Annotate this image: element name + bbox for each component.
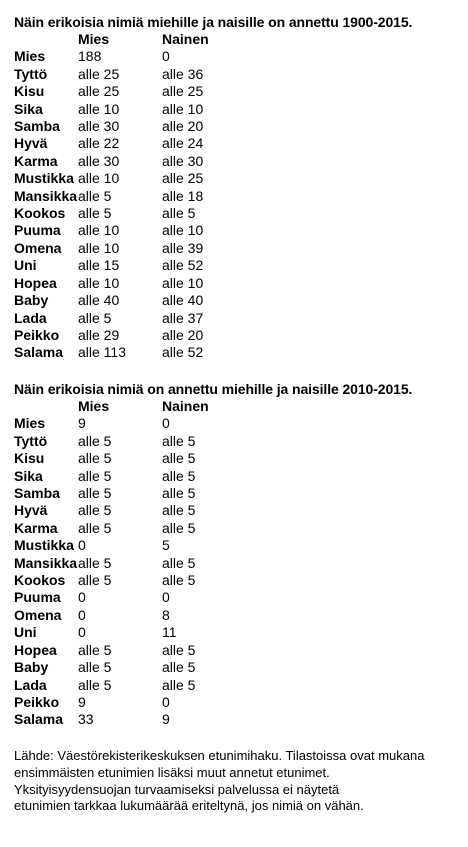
name-cell: Uni	[14, 624, 37, 641]
source-note	[14, 748, 454, 815]
mies-cell: alle 5	[78, 205, 112, 222]
name-cell: Mies	[14, 48, 46, 65]
nainen-cell: alle 5	[162, 676, 196, 693]
header-mies: Mies	[78, 31, 110, 47]
nainen-cell: alle 20	[162, 118, 204, 135]
mies-cell: alle 10	[78, 100, 120, 117]
header-nainen: Nainen	[162, 31, 209, 47]
table-row	[14, 555, 282, 572]
nainen-cell: alle 5	[162, 432, 196, 449]
header-nainen: Nainen	[162, 398, 209, 414]
table-row	[14, 344, 282, 361]
table-row	[14, 607, 282, 624]
table-row	[14, 66, 282, 83]
nainen-cell: alle 5	[162, 205, 196, 222]
name-cell: Hyvä	[14, 135, 48, 152]
name-cell: Peikko	[14, 326, 60, 343]
header-name	[14, 31, 78, 48]
name-cell: Puuma	[14, 589, 61, 606]
nainen-cell: alle 39	[162, 239, 204, 256]
names-table	[14, 398, 282, 729]
table-row	[14, 153, 282, 170]
mies-cell: alle 5	[78, 676, 112, 693]
mies-cell: alle 25	[78, 83, 120, 100]
section-title: Näin erikoisia nimiä miehille ja naisille on annettu 1900-2015.	[14, 14, 413, 30]
name-cell: Samba	[14, 485, 60, 502]
nainen-cell: 0	[162, 415, 170, 432]
names-table	[14, 31, 282, 362]
table-row	[14, 292, 282, 309]
nainen-cell: alle 5	[162, 485, 196, 502]
table-row	[14, 275, 282, 292]
mies-cell: 0	[78, 589, 86, 606]
header-mies: Mies	[78, 398, 110, 414]
table-row	[14, 222, 282, 239]
section-1900-2015	[14, 14, 412, 362]
section-title: Näin erikoisia nimiä on annettu miehille ja naisille 2010-2015.	[14, 381, 413, 397]
nainen-cell: alle 25	[162, 83, 204, 100]
nainen-cell: alle 10	[162, 222, 204, 239]
mies-cell: alle 10	[78, 274, 120, 291]
source-line: Yksityisyydensuojan turvaamiseksi palvelussa ei näytetä	[14, 781, 340, 797]
name-cell: Puuma	[14, 222, 61, 239]
nainen-cell: alle 5	[162, 641, 196, 658]
nainen-cell: alle 24	[162, 135, 204, 152]
nainen-cell: alle 52	[162, 344, 204, 361]
name-cell: Salama	[14, 711, 64, 728]
mies-cell: alle 5	[78, 641, 112, 658]
table-row	[14, 205, 282, 222]
table-row	[14, 659, 282, 676]
mies-cell: alle 5	[78, 309, 112, 326]
table-row	[14, 502, 282, 519]
mies-cell: alle 25	[78, 65, 120, 82]
mies-cell: alle 15	[78, 257, 120, 274]
name-cell: Sika	[14, 100, 43, 117]
mies-cell: alle 40	[78, 292, 120, 309]
mies-cell: 33	[78, 711, 94, 728]
name-cell: Tyttö	[14, 432, 48, 449]
mies-cell: alle 5	[78, 502, 112, 519]
nainen-cell: alle 36	[162, 65, 204, 82]
name-cell: Sika	[14, 467, 43, 484]
name-cell: Uni	[14, 257, 37, 274]
nainen-cell: alle 20	[162, 326, 204, 343]
nainen-cell: alle 30	[162, 152, 204, 169]
nainen-cell: 11	[162, 624, 177, 641]
name-cell: Kisu	[14, 83, 45, 100]
table-row	[14, 135, 282, 152]
mies-cell: alle 10	[78, 239, 120, 256]
nainen-cell: alle 5	[162, 450, 196, 467]
name-cell: Mies	[14, 415, 46, 432]
table-row	[14, 711, 282, 728]
mies-cell: alle 10	[78, 222, 120, 239]
name-cell: Omena	[14, 239, 62, 256]
table-row	[14, 485, 282, 502]
table-row	[14, 101, 282, 118]
nainen-cell: alle 5	[162, 572, 196, 589]
name-cell: Salama	[14, 344, 64, 361]
mies-cell: alle 29	[78, 326, 120, 343]
table-row	[14, 310, 282, 327]
table-row	[14, 694, 282, 711]
nainen-cell: 9	[162, 711, 170, 728]
table-row	[14, 450, 282, 467]
table-row	[14, 415, 282, 432]
mies-cell: 188	[78, 48, 102, 65]
nainen-cell: 0	[162, 589, 170, 606]
nainen-cell: alle 37	[162, 309, 204, 326]
nainen-cell: alle 18	[162, 187, 204, 204]
source-line: ensimmäisten etunimien lisäksi muut annetut etunimet.	[14, 764, 330, 780]
mies-cell: alle 5	[78, 187, 112, 204]
name-cell: Kookos	[14, 205, 66, 222]
table-header-row	[14, 31, 282, 48]
name-cell: Peikko	[14, 693, 60, 710]
name-cell: Baby	[14, 659, 49, 676]
name-cell: Lada	[14, 676, 47, 693]
mies-cell: 0	[78, 606, 86, 623]
section-2010-2015	[14, 381, 412, 729]
table-row	[14, 642, 282, 659]
name-cell: Mustikka	[14, 537, 74, 554]
name-cell: Hopea	[14, 641, 57, 658]
nainen-cell: 5	[162, 537, 170, 554]
table-header-row	[14, 398, 282, 415]
table-row	[14, 257, 282, 274]
nainen-cell: alle 5	[162, 554, 196, 571]
source-line: Lähde: Väestörekisterikeskuksen etunimihaku. Tilastoissa ovat mukana	[14, 748, 425, 763]
name-cell: Mustikka	[14, 170, 74, 187]
source-line: etunimien tarkkaa lukumäärää eriteltynä, jos nimiä on vähän.	[14, 798, 364, 814]
mies-cell: alle 30	[78, 152, 120, 169]
table-row	[14, 48, 282, 65]
nainen-cell: alle 10	[162, 100, 204, 117]
nainen-cell: alle 5	[162, 467, 196, 484]
nainen-cell: 0	[162, 693, 170, 710]
table-body	[14, 48, 282, 361]
name-cell: Omena	[14, 606, 62, 623]
name-cell: Karma	[14, 519, 58, 536]
nainen-cell: 8	[162, 606, 170, 623]
table-row	[14, 433, 282, 450]
mies-cell: alle 5	[78, 485, 112, 502]
nainen-cell: alle 5	[162, 519, 196, 536]
mies-cell: alle 5	[78, 554, 112, 571]
table-row	[14, 624, 282, 641]
table-row	[14, 170, 282, 187]
mies-cell: 9	[78, 693, 86, 710]
name-cell: Baby	[14, 292, 49, 309]
nainen-cell: alle 25	[162, 170, 204, 187]
table-row	[14, 240, 282, 257]
table-body	[14, 415, 282, 728]
mies-cell: alle 113	[78, 344, 127, 361]
table-row	[14, 520, 282, 537]
name-cell: Kookos	[14, 572, 66, 589]
table-row	[14, 537, 282, 554]
table-row	[14, 118, 282, 135]
name-cell: Karma	[14, 152, 58, 169]
mies-cell: 0	[78, 537, 86, 554]
name-cell: Mansikka	[14, 554, 78, 571]
nainen-cell: alle 5	[162, 502, 196, 519]
table-row	[14, 589, 282, 606]
mies-cell: alle 22	[78, 135, 120, 152]
mies-cell: alle 5	[78, 450, 112, 467]
name-cell: Lada	[14, 309, 47, 326]
nainen-cell: alle 52	[162, 257, 204, 274]
mies-cell: alle 5	[78, 519, 112, 536]
nainen-cell: 0	[162, 48, 170, 65]
table-row	[14, 468, 282, 485]
mies-cell: 0	[78, 624, 86, 641]
mies-cell: alle 30	[78, 118, 120, 135]
name-cell: Hyvä	[14, 502, 48, 519]
nainen-cell: alle 40	[162, 292, 204, 309]
table-row	[14, 188, 282, 205]
nainen-cell: alle 5	[162, 659, 196, 676]
mies-cell: alle 5	[78, 467, 112, 484]
mies-cell: alle 10	[78, 170, 120, 187]
name-cell: Kisu	[14, 450, 45, 467]
table-row	[14, 572, 282, 589]
name-cell: Mansikka	[14, 187, 78, 204]
table-row	[14, 327, 282, 344]
table-row	[14, 83, 282, 100]
mies-cell: 9	[78, 415, 86, 432]
mies-cell: alle 5	[78, 432, 112, 449]
name-cell: Samba	[14, 118, 60, 135]
header-name	[14, 398, 78, 415]
name-cell: Hopea	[14, 274, 57, 291]
mies-cell: alle 5	[78, 572, 112, 589]
name-cell: Tyttö	[14, 65, 48, 82]
nainen-cell: alle 10	[162, 274, 204, 291]
table-row	[14, 677, 282, 694]
mies-cell: alle 5	[78, 659, 112, 676]
